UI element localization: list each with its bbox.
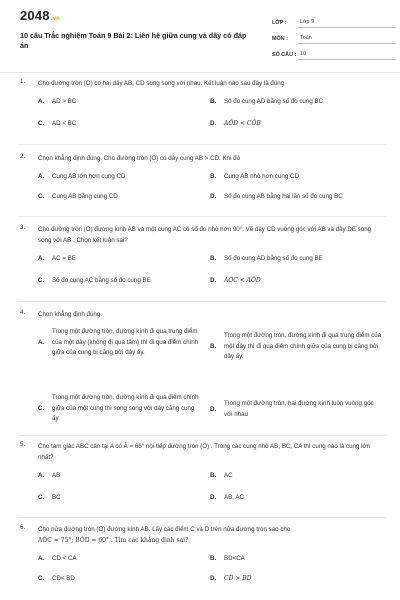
option-letter: C. [38,193,45,200]
answer-option-c[interactable] [38,393,200,425]
meta-row-class [272,12,396,28]
option-letter: C. [38,277,45,284]
option-text: Số đo cung AD bằng số đo cung BC [224,98,324,105]
meta-label: MÔN : [272,36,288,42]
answer-options [38,96,386,136]
answer-options [38,327,386,439]
question-text: Cho đường tròn (O) có hai dây AB, CD song song với nhau. Kết luận nào sau đây là đúng [38,80,285,87]
answer-option-b[interactable] [210,331,382,363]
option-text: AB, AC [224,494,244,501]
logo-text: 2048 [20,8,50,23]
option-letter: A. [38,339,45,347]
question-text: Cho tam giác ABC cân tại A có Â = 66° nội tiếp đường tròn (O) . Trong các cung nhỏ AB, BC, CA thì cung nào là cung lớn nhất? [38,443,371,461]
option-text: AD > BC [52,98,77,105]
option-letter: C. [38,405,45,413]
answer-options [38,171,386,209]
worksheet-meta [272,12,396,60]
question-number: 6. [20,524,26,531]
question-divider [18,301,386,302]
question-1 [18,78,386,136]
option-text: AÔC < AÔD [224,277,261,284]
answer-options [38,553,386,589]
question-2 [18,153,386,209]
worksheet-header [18,0,386,64]
answer-option-c[interactable] [38,573,75,584]
option-letter: D. [210,575,217,582]
option-text: CD< BD [52,575,75,582]
option-text: AD < BC [52,120,77,127]
answer-option-a[interactable] [38,253,76,264]
answer-option-a[interactable] [38,553,77,564]
option-text: Trong một đường tròn, đường kính đi qua điểm chính giữa của một cung thì song song với dây căng cung ấy [52,394,199,422]
answer-options [38,253,386,293]
option-text: Trong một đường tròn, đường kính đi qua trung điểm của một dây thì đi qua điểm chính giữa của cung bị căng bởi dây ấy. [224,332,382,360]
meta-label: LỚP : [272,20,287,26]
question-6 [18,524,386,589]
answer-options [38,470,386,510]
answer-option-d[interactable] [210,492,244,503]
answer-option-a[interactable] [38,171,125,182]
option-letter: C. [38,120,45,127]
option-letter: B. [210,173,217,180]
question-3 [18,224,386,293]
question-number: 4. [20,309,26,316]
option-text: AB [52,472,61,479]
option-letter: B. [210,472,217,479]
meta-row-count [272,44,396,60]
option-text: Cung AB lớn hơn cung CD [52,173,126,180]
option-letter: D. [210,277,217,284]
question-text-line: AÔC = 75°; BÔD = 60° . Tìm các khẳng định sai? [38,537,189,544]
option-text: AC = BE [52,255,76,262]
question-divider [18,216,386,217]
option-text: BC [52,494,61,501]
question-text: Chọn khẳng định đúng. [38,311,102,318]
option-letter: B. [210,98,217,105]
meta-row-subject [272,28,396,44]
meta-value: Toán [298,35,396,44]
site-logo[interactable] [20,8,60,23]
option-text: Trong một đường tròn, hai đường kính luôn vuông góc với nhau [224,400,374,418]
answer-option-b[interactable] [210,470,233,481]
option-letter: D. [210,494,217,501]
option-text: AC [224,472,233,479]
option-text: Trong một đường tròn, đường kính đi qua trung điểm của một dây (không đi qua tâm) thì đi qua điểm chính giữa của cung bị căng bởi dây ấy. [52,328,199,356]
answer-option-a[interactable] [38,327,200,359]
question-number: 3. [20,224,26,231]
answer-option-b[interactable] [210,553,245,564]
question-number: 2. [20,153,26,160]
question-number: 5. [20,441,26,448]
answer-option-d[interactable] [210,399,382,420]
question-text-line: Cho nửa đường tròn (O) đường kính AB. Lấy các điểm C và D trên nửa đường tròn sao cho [38,526,291,533]
answer-option-c[interactable] [38,191,118,202]
option-text: CD < CA [52,555,77,562]
question-text [38,524,386,546]
question-divider [18,144,386,145]
question-divider [18,517,386,518]
answer-option-b[interactable] [210,171,299,182]
answer-option-d[interactable] [210,573,251,584]
option-letter: D. [210,120,217,127]
option-letter: B. [210,255,217,262]
meta-value: Lớp 9 [298,19,396,28]
option-text: Số đo cung AB bằng hai lần số đo cung BC [224,193,343,200]
answer-option-c[interactable] [38,118,76,129]
option-text: Cung AB bằng cung CD [52,193,118,200]
header-divider [0,72,400,73]
answer-option-b[interactable] [210,96,323,107]
question-text: Chọn khẳng định đúng. Cho đường tròn (O) có dây cung AB > CD. Khi đó [38,155,241,162]
question-number: 1. [20,78,26,85]
option-text: Số đo cung AC bằng số đo cung BE [52,277,151,284]
option-text: Cung AB nhỏ hơn cung CD [224,173,299,180]
option-letter: B. [210,555,217,562]
option-letter: C. [38,494,45,501]
option-text: BD<CA [224,555,245,562]
answer-option-d[interactable] [210,275,261,286]
option-text: CD > BD [224,575,252,582]
option-letter: A. [38,255,45,262]
option-letter: A. [38,173,45,180]
option-letter: A. [38,472,45,479]
option-letter: B. [210,343,217,351]
answer-option-b[interactable] [210,253,323,264]
option-letter: D. [210,406,217,413]
logo-suffix: .vn [50,16,61,22]
meta-label: SỐ CÂU : [272,52,297,58]
answer-option-c[interactable] [38,492,61,503]
option-letter: D. [210,193,217,200]
worksheet-title: 10 câu Trắc nghiệm Toán 9 Bài 2: Liên hệ giữa cung và dây có đáp án [20,31,247,50]
option-letter: A. [38,555,45,562]
question-4 [18,309,386,439]
question-divider [18,435,386,436]
option-letter: C. [38,575,45,582]
answer-option-c[interactable] [38,275,151,286]
meta-value: 10 [298,51,396,60]
answer-option-d[interactable] [210,118,261,129]
option-letter: A. [38,98,45,105]
option-text: Số đo cung AD bằng số đo cung BE [224,255,323,262]
question-text: Cho đường tròn (O) đường kính AB và một cung AC có số đo nhỏ hơn 90°. Vẽ dây CD vuông góc với AB và dây DE song song với AB . Chọn kết luận sai? [38,226,372,244]
answer-option-a[interactable] [38,470,60,481]
answer-option-d[interactable] [210,191,343,202]
option-text: AÔD < CÔB [224,120,261,127]
answer-option-a[interactable] [38,96,76,107]
question-5 [18,441,386,510]
